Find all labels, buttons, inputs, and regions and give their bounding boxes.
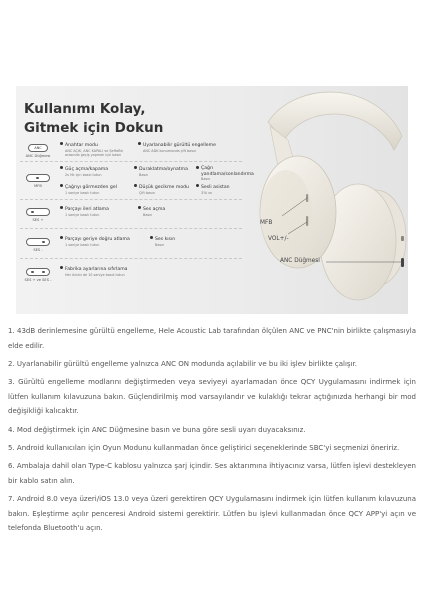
separator: [20, 161, 242, 162]
vol-down-button-label: SES -: [33, 248, 43, 252]
action-anc-mode: Anahtar modu ANC AÇIK, ANC KAPALI ve Şeffaflık arasında geçiş yapmak için basın: [60, 142, 123, 157]
separator: [20, 258, 242, 259]
action-voice-assistant: Sesli asistan 3'lü sn: [196, 184, 230, 195]
both-buttons-figure: [20, 268, 56, 282]
action-ignore-call: Çağrıyı görmezden gel 1 saniye basılı tutun: [60, 184, 117, 195]
action-low-latency: Düşük gecikme modu Çift basın: [134, 184, 189, 195]
heading-line-2: Gitmek için Dokun: [24, 120, 164, 136]
action-adaptive: Uyarlanabilir gürültü engelleme ANC ADK konumunda çift basın: [138, 142, 216, 153]
mfb-button-label: MFB: [34, 184, 42, 188]
vol-up-button-figure: [20, 208, 56, 222]
note-item: 5. Android kullanıcıları için Oyun Modunu kullanmadan önce geliştirici seçeneklerinde SBC'yi seçmenizi öneririz.: [8, 443, 400, 452]
action-factory-reset: Fabrika ayarlarına sıfırlama Her ikisini de 10 saniye basılı tutun: [60, 266, 127, 277]
mfb-button-figure: [20, 174, 56, 188]
heading-line-1: Kullanımı Kolay,: [24, 101, 146, 117]
anc-icon: ANC: [28, 144, 48, 152]
callout-volume: VOL+/-: [268, 236, 289, 242]
vol-up-button-icon: [26, 208, 50, 216]
instruction-banner: [16, 86, 408, 314]
banner-heading: [24, 100, 163, 138]
action-power: Güç açma/kapama 2s Hk için basılı tutun: [60, 166, 108, 177]
callout-mfb: MFB: [260, 220, 273, 226]
notes-list: [8, 324, 416, 540]
action-call: Çağrı yanıtlama/sonlandırma Basın: [196, 166, 241, 181]
both-buttons-icon: [26, 268, 50, 276]
note-item: 4. Mod değiştirmek için ANC Düğmesine basın ve buna göre sesli uyarı duyacaksınız.: [8, 425, 306, 434]
vol-up-button-label: SES +: [32, 218, 44, 222]
headphone-illustration: [226, 86, 408, 314]
action-next-track: Parçayı ileri atlama 1 saniye basılı tutun: [60, 206, 109, 217]
separator: [20, 199, 242, 200]
note-item: 3. Gürültü engelleme modlarını değiştirmeden veya seviyeyi ayarlamadan önce QCY Uygulamasını indirmek için lütfen kullanım kılavuzuna bakın. Güçlendirilmiş mod varsayılandır ve kulaklığı tekrar açtığınızda herhangi bir mod değişikliği kalıcaktır.: [8, 378, 416, 416]
action-volume-up: Ses açma Basın: [138, 206, 165, 217]
separator: [20, 228, 242, 229]
anc-button-label: ANC Düğmesi: [25, 154, 51, 158]
vol-down-button-icon: [26, 238, 50, 246]
note-item: 6. Ambalaja dahil olan Type-C kablosu yalnızca şarj içindir. Ses aktarımına ihtiyacınız varsa, lütfen işlevi destekleyen bir kablo satın alın.: [8, 462, 416, 485]
both-buttons-label: SES + ve SES -: [24, 278, 52, 282]
callout-anc-button: ANC Düğmesi: [280, 258, 320, 264]
action-previous-track: Parçayı geriye doğru atlama 1 saniye basılı tutun: [60, 236, 130, 247]
note-item: 7. Android 8.0 veya üzeri/iOS 13.0 veya üzeri gerektiren QCY Uygulamasını indirmek için lütfen kullanım kılavuzuna bakın. Eşleştirme açılır penceresi Android sistemi gerektirir. Lütfen bu işlevi kullanmadan önce QCY APP'yi açın ve telefonda Bluetooth'u açın.: [8, 495, 416, 533]
note-item: 1. 43dB derinlemesine gürültü engelleme, Hele Acoustic Lab tarafından ölçülen ANC ve PNC'nin birlikte çalışmasıyla elde edilir.: [8, 327, 416, 350]
action-pause: Duraklatma/oynatma Basın: [134, 166, 188, 177]
vol-down-button-figure: [20, 238, 56, 252]
anc-button-figure: [20, 144, 56, 158]
mfb-button-icon: [26, 174, 50, 182]
action-volume-down: Ses kısın Basın: [150, 236, 175, 247]
note-item: 2. Uyarlanabilir gürültü engelleme yalnızca ANC ON modunda açılabilir ve bu iki işlev birlikte çalışır.: [8, 359, 357, 368]
